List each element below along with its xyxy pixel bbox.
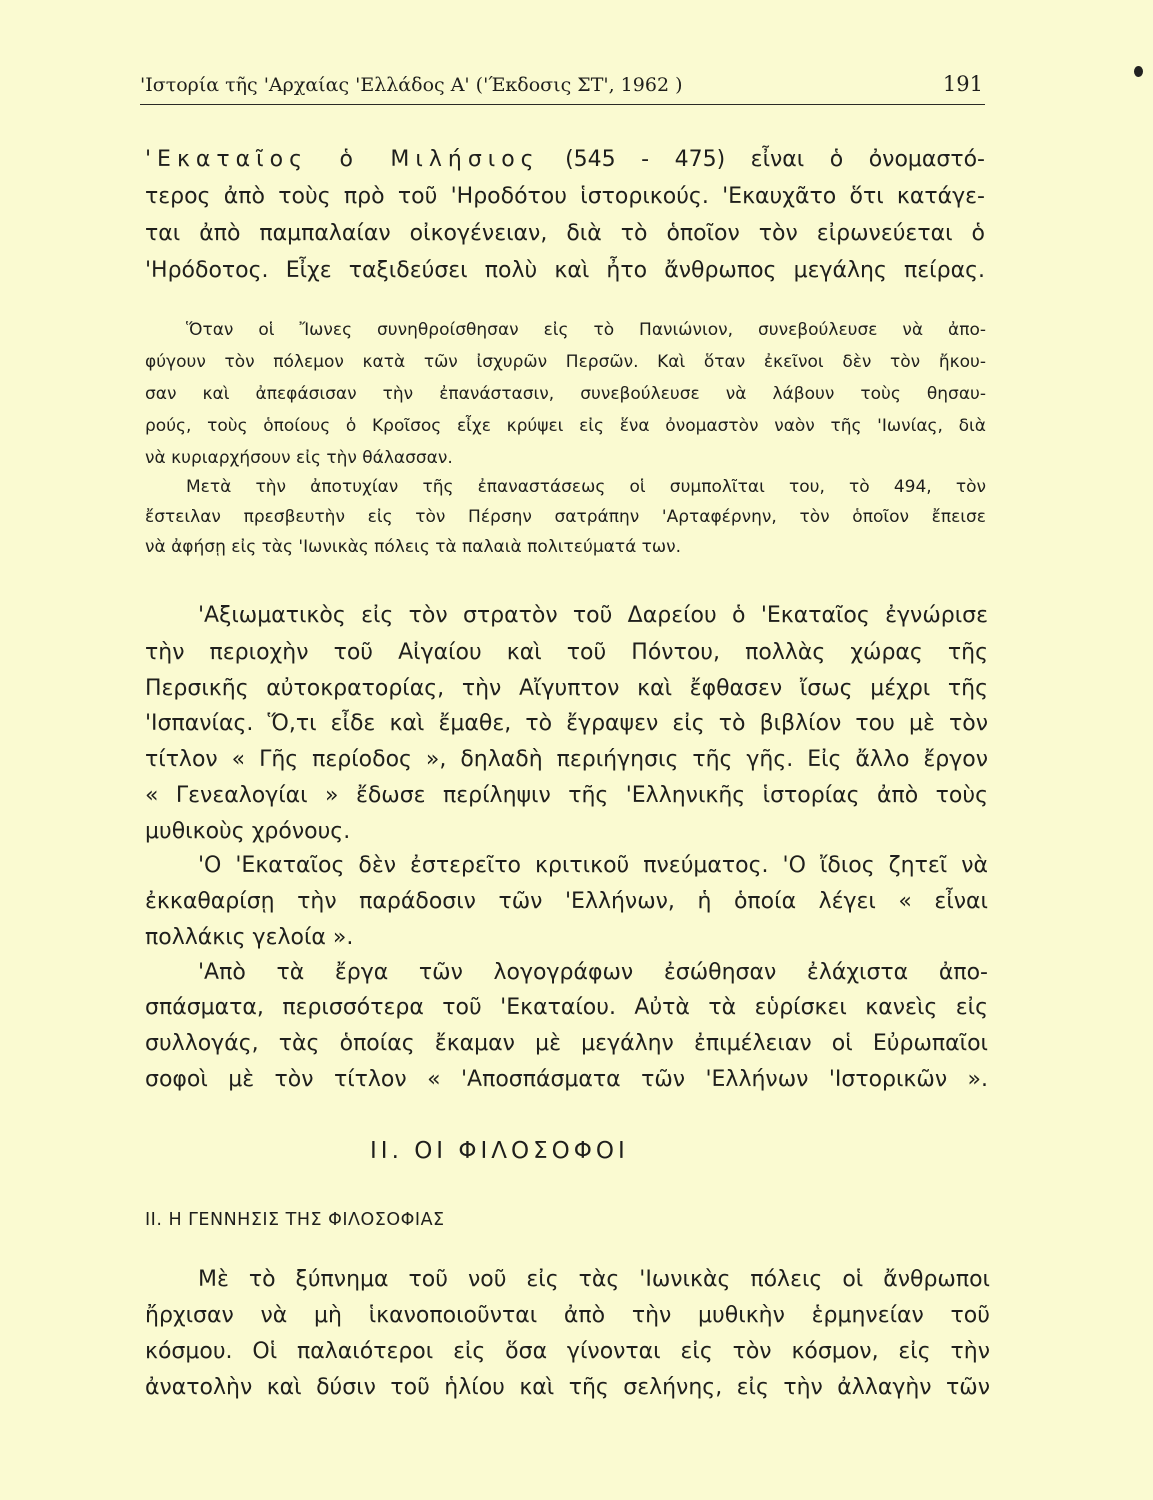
text-line: 'Ο 'Εκαταῖος δὲν ἐστερεῖτο κριτικοῦ πνεύματος. 'Ο ἴδιος ζητεῖ νὰ	[198, 853, 988, 878]
text-line: ἐκκαθαρίσῃ τὴν παράδοσιν τῶν 'Ελλήνων, ἡ ὁποία λέγει « εἶναι	[145, 889, 988, 914]
text-line: 'Απὸ τὰ ἔργα τῶν λογογράφων ἐσώθησαν ἐλάχιστα ἀπο-	[198, 960, 988, 985]
running-header	[140, 70, 985, 105]
subsection-heading: ΙΙ. Η ΓΕΝΝΗΣΙΣ ΤΗΣ ΦΙΛΟΣΟΦΙΑΣ	[145, 1210, 445, 1230]
text-line	[145, 147, 985, 172]
text-line: Περσικῆς αὐτοκρατορίας, τὴν Αἴγυπτον καὶ ἔφθασεν ἴσως μέχρι τῆς	[145, 676, 988, 701]
note-line: Μετὰ τὴν ἀποτυχίαν τῆς ἐπαναστάσεως οἱ συμπολῖται του, τὸ 494, τὸν	[186, 477, 986, 497]
text-line: τὴν περιοχὴν τοῦ Αἰγαίου καὶ τοῦ Πόντου, πολλὰς χώρας τῆς	[145, 640, 988, 665]
note-line: ἔστειλαν πρεσβευτὴν εἰς τὸν Πέρσην σατράπην 'Αρταφέρνην, τὸν ὁποῖον ἔπεισε	[145, 507, 986, 527]
note-line: νὰ κυριαρχήσουν εἰς τὴν θάλασσαν.	[145, 448, 453, 468]
text-line: ται ἀπὸ παμπαλαίαν οἰκογένειαν, διὰ τὸ ὁποῖον τὸν εἰρωνεύεται ὁ	[145, 221, 985, 246]
text-line: τερος ἀπὸ τοὺς πρὸ τοῦ 'Ηροδότου ἱστορικούς. 'Εκαυχᾶτο ὅτι κατάγε-	[145, 184, 985, 209]
text-line: ἤρχισαν νὰ μὴ ἱκανοποιοῦνται ἀπὸ τὴν μυθικὴν ἑρμηνείαν τοῦ	[145, 1303, 990, 1328]
text-line: κόσμου. Οἱ παλαιότεροι εἰς ὅσα γίνονται εἰς τὸν κόσμον, εἰς τὴν	[145, 1339, 990, 1364]
text-line: 'Αξιωματικὸς εἰς τὸν στρατὸν τοῦ Δαρείου ὁ 'Εκαταῖος ἐγνώρισε	[198, 603, 988, 628]
text-line: Μὲ τὸ ξύπνημα τοῦ νοῦ εἰς τὰς 'Ιωνικὰς πόλεις οἱ ἄνθρωποι	[198, 1267, 990, 1292]
text-line: 'Ηρόδοτος. Εἶχε ταξιδεύσει πολὺ καὶ ἦτο ἄνθρωπος μεγάλης πείρας.	[145, 258, 985, 283]
running-title: 'Ιστορία τῆς 'Αρχαίας 'Ελλάδος Α' ('Έκδοσις ΣΤ', 1962 )	[140, 74, 683, 96]
note-line: ρούς, τοὺς ὁποίους ὁ Κροῖσος εἶχε κρύψει εἰς ἕνα ὀνομαστὸν ναὸν τῆς 'Ιωνίας, διὰ	[145, 416, 986, 436]
text-line: ἀνατολὴν καὶ δύσιν τοῦ ἡλίου καὶ τῆς σελήνης, εἰς τὴν ἀλλαγὴν τῶν	[145, 1375, 990, 1400]
text-line: σπάσματα, περισσότερα τοῦ 'Εκαταίου. Αὐτὰ τὰ εὑρίσκει κανεὶς εἰς	[145, 995, 988, 1020]
section-heading: ΙΙ. ΟΙ ΦΙΛΟΣΟΦΟΙ	[370, 1138, 629, 1164]
note-line: σαν καὶ ἀπεφάσισαν τὴν ἐπανάστασιν, συνεβούλευσε νὰ λάβουν τοὺς θησαυ-	[145, 384, 986, 404]
text-line: συλλογάς, τὰς ὁποίας ἔκαμαν μὲ μεγάλην ἐπιμέλειαν οἱ Εὐρωπαῖοι	[145, 1031, 988, 1056]
note-line: Ὅταν οἱ Ἴωνες συνηθροίσθησαν εἰς τὸ Πανιώνιον, συνεβούλευσε νὰ ἀπο-	[186, 320, 986, 340]
page-number: 191	[942, 72, 983, 96]
lead-rest: (545 - 475) εἶναι ὁ ὀνομαστό-	[565, 147, 985, 172]
text-line: σοφοὶ μὲ τὸν τίτλον « 'Αποσπάσματα τῶν 'Ελλήνων 'Ιστορικῶν ».	[145, 1067, 988, 1092]
text-line: μυθικοὺς χρόνους.	[145, 819, 351, 844]
text-line: 'Ισπανίας. Ὅ,τι εἶδε καὶ ἔμαθε, τὸ ἔγραψεν εἰς τὸ βιβλίον του μὲ τὸν	[145, 711, 988, 736]
note-line: φύγουν τὸν πόλεμον κατὰ τῶν ἰσχυρῶν Περσῶν. Καὶ ὅταν ἐκεῖνοι δὲν τὸν ἤκου-	[145, 352, 986, 372]
text-line: « Γενεαλογίαι » ἔδωσε περίληψιν τῆς 'Ελληνικῆς ἱστορίας ἀπὸ τοὺς	[145, 783, 988, 808]
text-line: τίτλον « Γῆς περίοδος », δηλαδὴ περιήγησις τῆς γῆς. Εἰς ἄλλο ἔργον	[145, 747, 988, 772]
note-line: νὰ ἀφήσῃ εἰς τὰς 'Ιωνικὰς πόλεις τὰ παλαιὰ πολιτεύματά των.	[145, 537, 682, 557]
scan-mark	[1134, 66, 1143, 77]
text-line: πολλάκις γελοία ».	[145, 925, 354, 950]
lead-name: 'Εκαταῖος ὁ Μιλήσιος	[145, 147, 540, 172]
